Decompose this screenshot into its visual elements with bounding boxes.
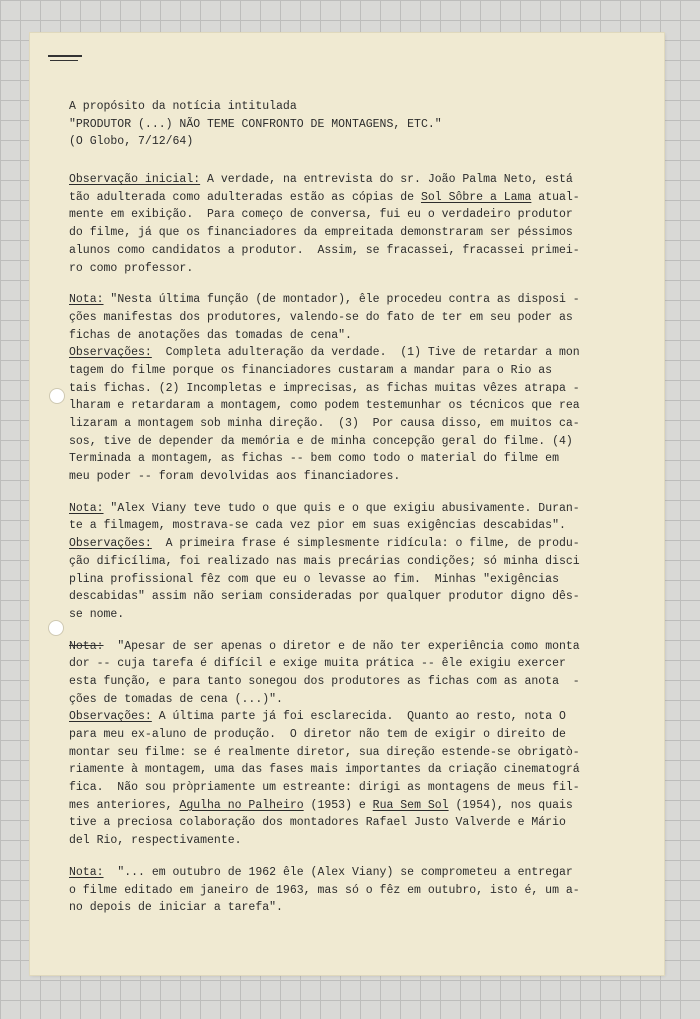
paragraph-line: plina profissional fêz com que eu o levasse ao fim. Minhas "exigências xyxy=(69,572,559,586)
paragraph-line: lizaram a montagem sob minha direção. (3) Por causa disso, em muitos ca- xyxy=(69,417,580,430)
paragraph-line: mente em exibição. Para começo de conversa, fui eu o verdadeiro produtor xyxy=(69,208,573,222)
paragraph-line: Observações: A última parte já foi esclarecida. Quanto ao resto, nota O xyxy=(69,710,566,724)
section-label-struck: Nota: xyxy=(69,639,104,653)
paragraph-line: tais fichas. (2) Incompletas e imprecisas, as fichas muitas vêzes atrapa - xyxy=(69,381,580,395)
pencil-mark xyxy=(48,55,82,57)
paragraph-line: mes anteriores, Agulha no Palheiro (1953) e Rua Sem Sol (1954), nos quais xyxy=(69,798,573,812)
paragraph-line: Terminada a montagem, as fichas -- bem como todo o material do filme em xyxy=(69,452,559,466)
section-label: Observações: xyxy=(69,346,152,360)
paragraph-line: ro como professor. xyxy=(69,261,194,275)
paragraph-line: te a filmagem, mostrava-se cada vez pior em suas exigências descabidas". xyxy=(69,519,566,533)
paragraph-line: del Rio, respectivamente. xyxy=(69,834,242,848)
paragraph-line: ção dificílima, foi realizado nas mais precárias condições; só minha disci xyxy=(69,554,580,568)
punch-hole xyxy=(48,620,64,636)
paragraph-line: sos, tive de depender da memória e de minha concepção geral do filme. (4) xyxy=(69,434,573,448)
paragraph-line: riamente à montagem, uma das fases mais importantes da criação cinematográ xyxy=(69,763,580,777)
paragraph-line: montar seu filme: se é realmente diretor, sua direção estende-se obrigatò- xyxy=(69,745,580,759)
paragraph-line: tão adulterada como adulteradas estão as cópias de Sol Sôbre a Lama atual- xyxy=(69,190,580,204)
paragraph-line: dor -- cuja tarefa é difícil e exige muita prática -- êle exigiu exercer xyxy=(69,657,566,671)
film-title: Rua Sem Sol xyxy=(372,798,449,812)
section-label: Observação inicial: xyxy=(69,173,201,187)
heading-line: (O Globo, 7/12/64) xyxy=(69,135,194,149)
paragraph-line: no depois de iniciar a tarefa". xyxy=(69,901,283,915)
heading-line: "PRODUTOR (...) NÃO TEME CONFRONTO DE MONTAGENS, ETC." xyxy=(69,117,442,131)
paragraph-line: fichas de anotações das tomadas de cena". xyxy=(69,328,352,342)
paragraph-line: tive a preciosa colaboração dos montadores Rafael Justo Valverde e Mário xyxy=(69,816,566,830)
film-title: Sol Sôbre a Lama xyxy=(420,190,532,204)
paragraph-line: o filme editado em janeiro de 1963, mas só o fêz em outubro, isto é, um a- xyxy=(69,883,580,897)
paragraph-line: ções manifestas dos produtores, valendo-se do fato de ter em seu poder as xyxy=(69,310,573,324)
paragraph-line: ções de tomadas de cena (...)". xyxy=(69,692,283,706)
paragraph-line: descabidas" assim não seriam consideradas por qualquer produtor digno dês- xyxy=(69,590,580,604)
paragraph-line: Observações: Completa adulteração da verdade. (1) Tive de retardar a mon xyxy=(69,346,580,360)
paragraph-line: esta função, e para tanto sonegou dos produtores as fichas com as anota - xyxy=(69,674,580,688)
paragraph-line: tagem do filme porque os financiadores custaram a mandar para o Rio as xyxy=(69,363,553,377)
paragraph-line: alunos como candidatos a produtor. Assim, se fracassei, fracassei primei- xyxy=(69,243,580,257)
paragraph-line: Observação inicial: A verdade, na entrevista do sr. João Palma Neto, está xyxy=(69,173,573,187)
section-label: Nota: xyxy=(69,865,104,879)
paragraph-line: meu poder -- foram devolvidas aos financiadores. xyxy=(69,470,401,484)
paragraph-line: Nota: "Apesar de ser apenas o diretor e de não ter experiência como monta xyxy=(69,639,580,653)
paragraph-line: Nota: "Nesta última função (de montador), êle procedeu contra as disposi - xyxy=(69,293,580,307)
section-label: Observações: xyxy=(69,710,152,724)
paragraph-line: do filme, já que os financiadores da empreitada demonstraram ser péssimos xyxy=(69,226,573,240)
pencil-mark xyxy=(50,60,78,61)
document-body xyxy=(69,98,644,917)
section-label: Observações: xyxy=(69,537,152,551)
paragraph-line: Observações: A primeira frase é simplesmente ridícula: o filme, de produ- xyxy=(69,537,580,551)
heading-line: A propósito da notícia intitulada xyxy=(69,100,297,113)
paragraph-line: Nota: "Alex Viany teve tudo o que quis e o que exigiu abusivamente. Duran- xyxy=(69,501,580,515)
paragraph-line: fica. Não sou pròpriamente um estreante: dirigi as montagens de meus fil- xyxy=(69,781,580,795)
paragraph-line: Nota: "... em outubro de 1962 êle (Alex Viany) se comprometeu a entregar xyxy=(69,865,573,879)
section-label: Nota: xyxy=(69,293,104,307)
film-title: Agulha no Palheiro xyxy=(179,798,304,812)
punch-hole xyxy=(49,388,65,404)
paragraph-line: se nome. xyxy=(69,607,125,621)
paragraph-line: lharam e retardaram a montagem, como podem testemunhar os técnicos que rea xyxy=(69,399,580,413)
section-label: Nota: xyxy=(69,501,104,515)
paragraph-line: para meu ex-aluno de produção. O diretor não tem de exigir o direito de xyxy=(69,728,566,741)
